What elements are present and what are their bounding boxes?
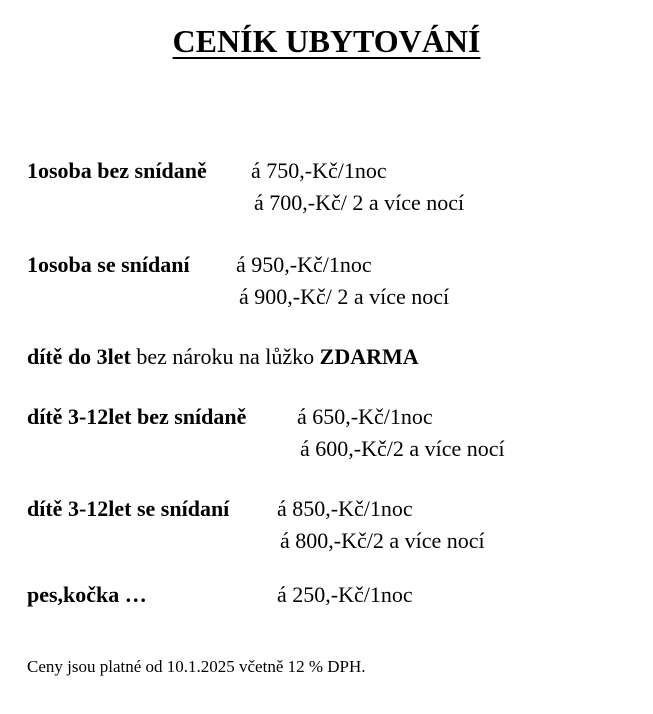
row-price-multi-night: á 600,-Kč/2 a více nocí [300, 436, 505, 461]
row-label: 1osoba bez snídaně [27, 158, 207, 183]
row-price-per-night: á 750,-Kč/1noc [251, 158, 387, 183]
footer-note: Ceny jsou platné od 10.1.2025 včetně 12 % DPH. [27, 657, 366, 676]
row-label: dítě 3-12let bez snídaně [27, 404, 247, 429]
row-price-multi-night: á 900,-Kč/ 2 a více nocí [239, 284, 450, 309]
row-price-multi-night: á 800,-Kč/2 a více nocí [280, 528, 485, 553]
row-price-per-night: á 850,-Kč/1noc [277, 496, 413, 521]
row-price-per-night: á 950,-Kč/1noc [236, 252, 372, 277]
row-price-per-night: á 650,-Kč/1noc [297, 404, 433, 429]
row-label: dítě do 3let [27, 344, 131, 369]
page-title [0, 21, 653, 61]
child-free-row [27, 343, 419, 371]
row-label-text: bez nároku na lůžko [130, 344, 320, 369]
free-label: ZDARMA [319, 344, 419, 369]
row-price-multi-night: á 700,-Kč/ 2 a více nocí [254, 190, 465, 215]
row-label: dítě 3-12let se snídaní [27, 496, 230, 521]
row-label: 1osoba se snídaní [27, 252, 190, 277]
row-price-per-night: á 250,-Kč/1noc [277, 582, 413, 607]
row-label: pes,kočka … [27, 582, 147, 607]
page-title-text: CENÍK UBYTOVÁNÍ [172, 23, 481, 59]
